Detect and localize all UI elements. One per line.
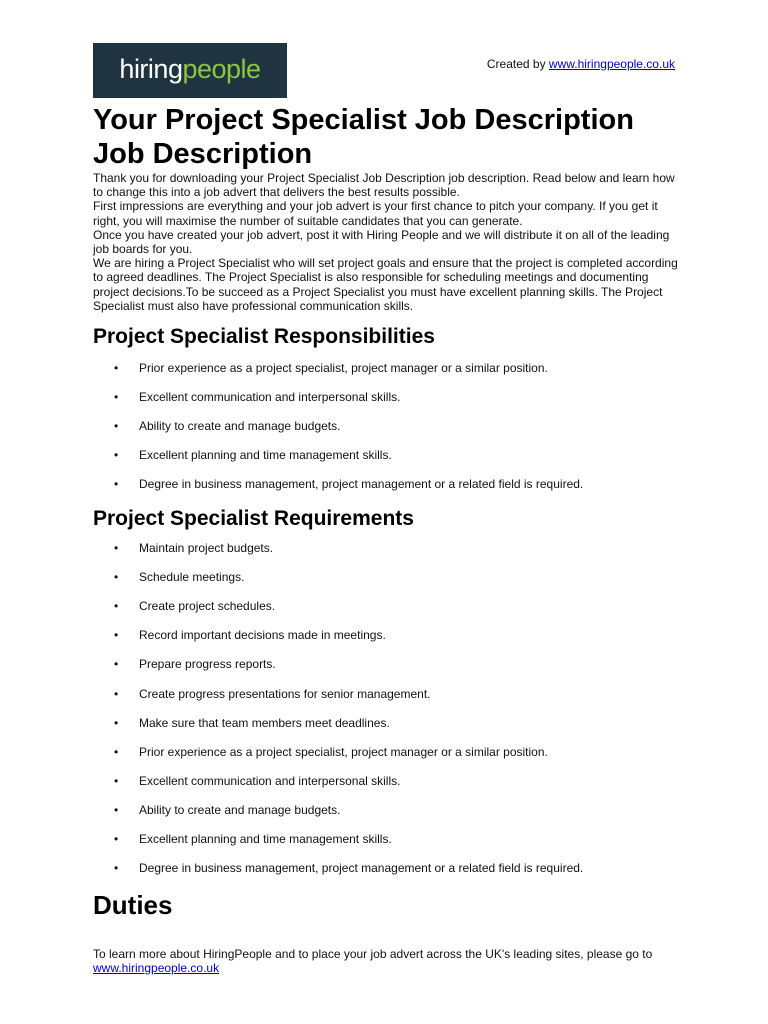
intro-paragraph: We are hiring a Project Specialist who will set project goals and ensure that the project is completed according to agreed deadlines. The Project Specialist is also responsible for scheduling meetings and documenting project decisions.To be succeed as a Project Specialist you must have excellent planning skills. The Project Specialist must also have professional communication skills. [93,256,678,313]
created-by-label: Created by [486,57,549,71]
requirement-item-text: Create project schedules. [139,599,276,614]
document-body [93,103,683,976]
requirement-item [93,687,683,701]
requirement-item [93,745,683,759]
requirement-item [93,716,683,730]
bullet-icon: • [114,831,119,846]
responsibility-item [93,419,683,433]
bullet-icon: • [114,390,119,405]
requirement-item-text: Maintain project budgets. [139,541,274,556]
responsibility-item-text: Excellent communication and interpersonal skills. [139,390,401,405]
responsibilities-heading: Project Specialist Responsibilities [93,325,435,349]
responsibility-item-text: Degree in business management, project management or a related field is required. [139,477,584,492]
requirement-item-text: Degree in business management, project management or a related field is required. [139,861,584,876]
requirement-item-text: Make sure that team members meet deadlines. [139,715,390,730]
bullet-icon: • [114,361,119,376]
footer-text: To learn more about HiringPeople and to place your job advert across the UK's leading sites, please go to [93,947,653,962]
created-by-link[interactable]: www.hiringpeople.co.uk [548,57,675,71]
requirement-item-text: Prepare progress reports. [139,657,276,672]
bullet-icon: • [114,628,119,643]
requirements-list [93,541,683,875]
logo-people-text: people [182,54,261,84]
bullet-icon: • [114,419,119,434]
requirement-item-text: Schedule meetings. [139,570,245,585]
footer-note [93,947,683,975]
intro-paragraph: Once you have created your job advert, post it with Hiring People and we will distribute it on all of the leading job boards for you. [93,227,670,257]
responsibility-item [93,448,683,462]
bullet-icon: • [114,657,119,672]
responsibility-item [93,390,683,404]
responsibility-item-text: Prior experience as a project specialist, project manager or a similar position. [139,361,548,376]
created-by [487,57,675,71]
logo-wordmark [119,56,260,83]
requirement-item [93,599,683,613]
requirement-item [93,570,683,584]
requirement-item [93,628,683,642]
requirement-item-text: Ability to create and manage budgets. [139,802,341,817]
page-title [93,103,683,171]
responsibility-item [93,477,683,491]
requirement-item [93,803,683,817]
intro-paragraph: First impressions are everything and your job advert is your first chance to pitch your company. If you get it right, you will maximise the number of suitable candidates that you can generate. [93,199,658,228]
page-title-line-1: Your Project Specialist Job Description [93,104,634,136]
requirement-item [93,774,683,788]
page-title-line-2: Job Description [93,138,313,170]
bullet-icon: • [114,744,119,759]
hiringpeople-logo [93,43,287,98]
bullet-icon: • [114,541,119,556]
bullet-icon: • [114,773,119,788]
intro-section [93,171,683,313]
requirement-item [93,657,683,671]
bullet-icon: • [114,599,119,614]
requirement-item [93,832,683,846]
requirement-item [93,861,683,875]
bullet-icon: • [114,477,119,492]
bullet-icon: • [114,861,119,876]
bullet-icon: • [114,802,119,817]
bullet-icon: • [114,570,119,585]
requirement-item-text: Create progress presentations for senior management. [139,686,431,701]
responsibility-item-text: Excellent planning and time management skills. [139,448,392,463]
bullet-icon: • [114,686,119,701]
requirement-item-text: Record important decisions made in meetings. [139,628,386,643]
bullet-icon: • [114,715,119,730]
requirements-heading: Project Specialist Requirements [93,507,414,531]
footer-link[interactable]: www.hiringpeople.co.uk [93,961,220,976]
responsibilities-list [93,361,683,491]
responsibility-item-text: Ability to create and manage budgets. [139,419,341,434]
logo-hiring-text: hiring [119,54,183,84]
requirement-item [93,541,683,555]
duties-heading: Duties [93,890,173,921]
requirement-item-text: Prior experience as a project specialist, project manager or a similar position. [139,744,548,759]
requirement-item-text: Excellent communication and interpersonal skills. [139,773,401,788]
requirement-item-text: Excellent planning and time management skills. [139,831,392,846]
responsibility-item [93,361,683,375]
bullet-icon: • [114,448,119,463]
intro-paragraph: Thank you for downloading your Project Specialist Job Description job description. Read below and learn how to change this into a job advert that delivers the best results possible. [93,171,675,200]
